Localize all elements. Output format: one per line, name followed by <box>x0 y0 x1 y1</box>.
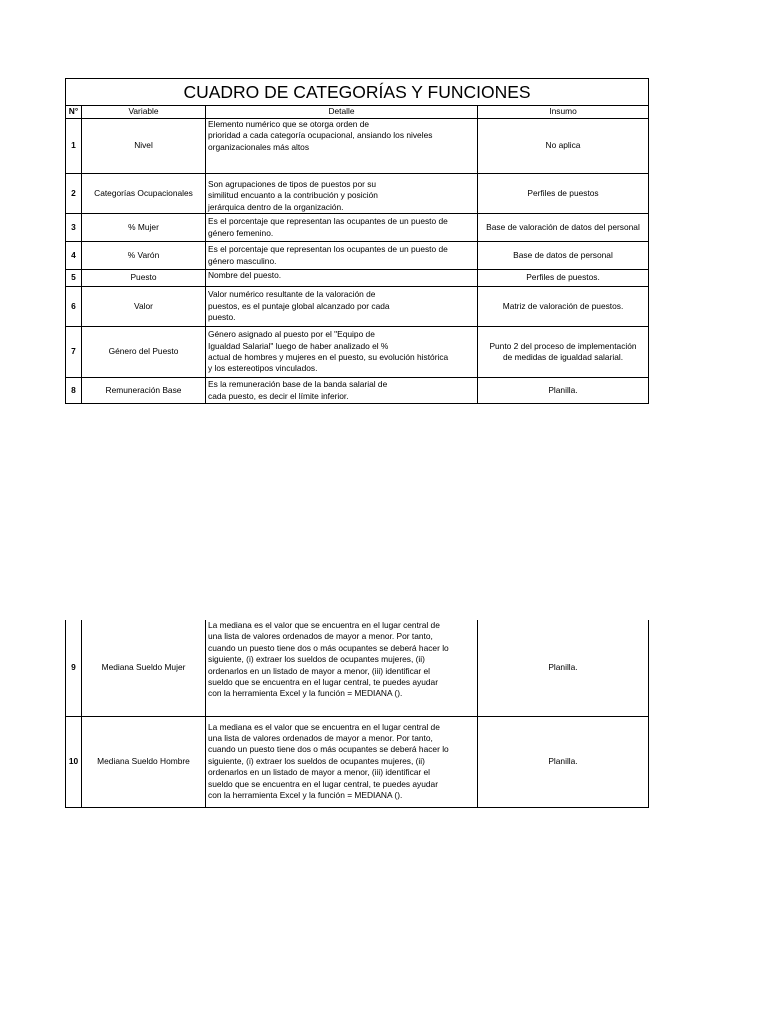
row-number: 1 <box>66 119 82 174</box>
header-variable: Variable <box>82 106 206 119</box>
table-row <box>66 174 649 214</box>
header-no: N° <box>66 106 82 119</box>
header-insumo: Insumo <box>478 106 649 119</box>
row-insumo: Perfiles de puestos. <box>478 270 649 287</box>
row-number: 5 <box>66 270 82 287</box>
row-variable: % Mujer <box>82 214 206 242</box>
row-number: 2 <box>66 174 82 214</box>
table-row <box>66 378 649 404</box>
table-row <box>66 119 649 174</box>
row-insumo: Planilla. <box>478 620 649 716</box>
row-detalle: Elemento numérico que se otorga orden de prioridad a cada categoría ocupacional, ansiando los niveles organizacionales más altos <box>206 119 478 174</box>
row-variable: Puesto <box>82 270 206 287</box>
row-variable: Mediana Sueldo Mujer <box>82 620 206 716</box>
row-detalle: Nombre del puesto. <box>206 270 478 287</box>
row-variable: Mediana Sueldo Hombre <box>82 716 206 807</box>
row-detalle: Es el porcentaje que representan las ocupantes de un puesto de género femenino. <box>206 214 478 242</box>
table-row <box>66 327 649 378</box>
table-row <box>66 242 649 270</box>
table-row <box>66 716 649 807</box>
row-number: 7 <box>66 327 82 378</box>
row-number: 6 <box>66 287 82 327</box>
row-insumo: Planilla. <box>478 716 649 807</box>
row-insumo: No aplica <box>478 119 649 174</box>
row-number: 3 <box>66 214 82 242</box>
title-row <box>66 79 649 106</box>
table-row <box>66 214 649 242</box>
row-detalle: Son agrupaciones de tipos de puestos por su similitud encuanto a la contribución y posición jerárquica dentro de la organización. <box>206 174 478 214</box>
table-row <box>66 270 649 287</box>
row-insumo: Planilla. <box>478 378 649 404</box>
row-detalle: Género asignado al puesto por el "Equipo de Igualdad Salarial" luego de haber analizado el % actual de hombres y mujeres en el puesto, su evolución histórica y los estereotipos vinculados. <box>206 327 478 378</box>
row-insumo: Base de valoración de datos del personal <box>478 214 649 242</box>
row-variable: Nivel <box>82 119 206 174</box>
row-variable: Valor <box>82 287 206 327</box>
row-variable: Remuneración Base <box>82 378 206 404</box>
row-number: 4 <box>66 242 82 270</box>
row-number: 10 <box>66 716 82 807</box>
table-row <box>66 287 649 327</box>
row-detalle: Es la remuneración base de la banda salarial de cada puesto, es decir el límite inferior. <box>206 378 478 404</box>
row-insumo: Matriz de valoración de puestos. <box>478 287 649 327</box>
page-title: CUADRO DE CATEGORÍAS Y FUNCIONES <box>66 79 649 106</box>
row-detalle: La mediana es el valor que se encuentra en el lugar central de una lista de valores ordenados de mayor a menor. Por tanto, cuando un puesto tiene dos o más ocupantes se deberá hacer lo siguiente, (i) extraer los sueldos de ocupantes mujeres, (ii) ordenarlos en un listado de mayor a menor, (iii) identificar el sueldo que se encuentra en el lugar central, te puedes ayudar con la herramienta Excel y la función = MEDIANA (). <box>206 716 478 807</box>
row-detalle: Es el porcentaje que representan los ocupantes de un puesto de género masculino. <box>206 242 478 270</box>
table-row <box>66 620 649 716</box>
categories-table-continued <box>65 620 649 808</box>
row-variable: Género del Puesto <box>82 327 206 378</box>
row-detalle: La mediana es el valor que se encuentra en el lugar central de una lista de valores ordenados de mayor a menor. Por tanto, cuando un puesto tiene dos o más ocupantes se deberá hacer lo siguiente, (i) extraer los sueldos de ocupantes mujeres, (ii) ordenarlos en un listado de mayor a menor, (iii) identificar el sueldo que se encuentra en el lugar central, te puedes ayudar con la herramienta Excel y la función = MEDIANA (). <box>206 620 478 716</box>
row-variable: Categorías Ocupacionales <box>82 174 206 214</box>
row-variable: % Varón <box>82 242 206 270</box>
row-number: 9 <box>66 620 82 716</box>
row-insumo: Base de datos de personal <box>478 242 649 270</box>
header-detalle: Detalle <box>206 106 478 119</box>
header-row <box>66 106 649 119</box>
row-number: 8 <box>66 378 82 404</box>
row-insumo: Perfiles de puestos <box>478 174 649 214</box>
categories-table <box>65 78 649 404</box>
row-insumo: Punto 2 del proceso de implementación de medidas de igualdad salarial. <box>478 327 649 378</box>
row-detalle: Valor numérico resultante de la valoración de puestos, es el puntaje global alcanzado por cada puesto. <box>206 287 478 327</box>
